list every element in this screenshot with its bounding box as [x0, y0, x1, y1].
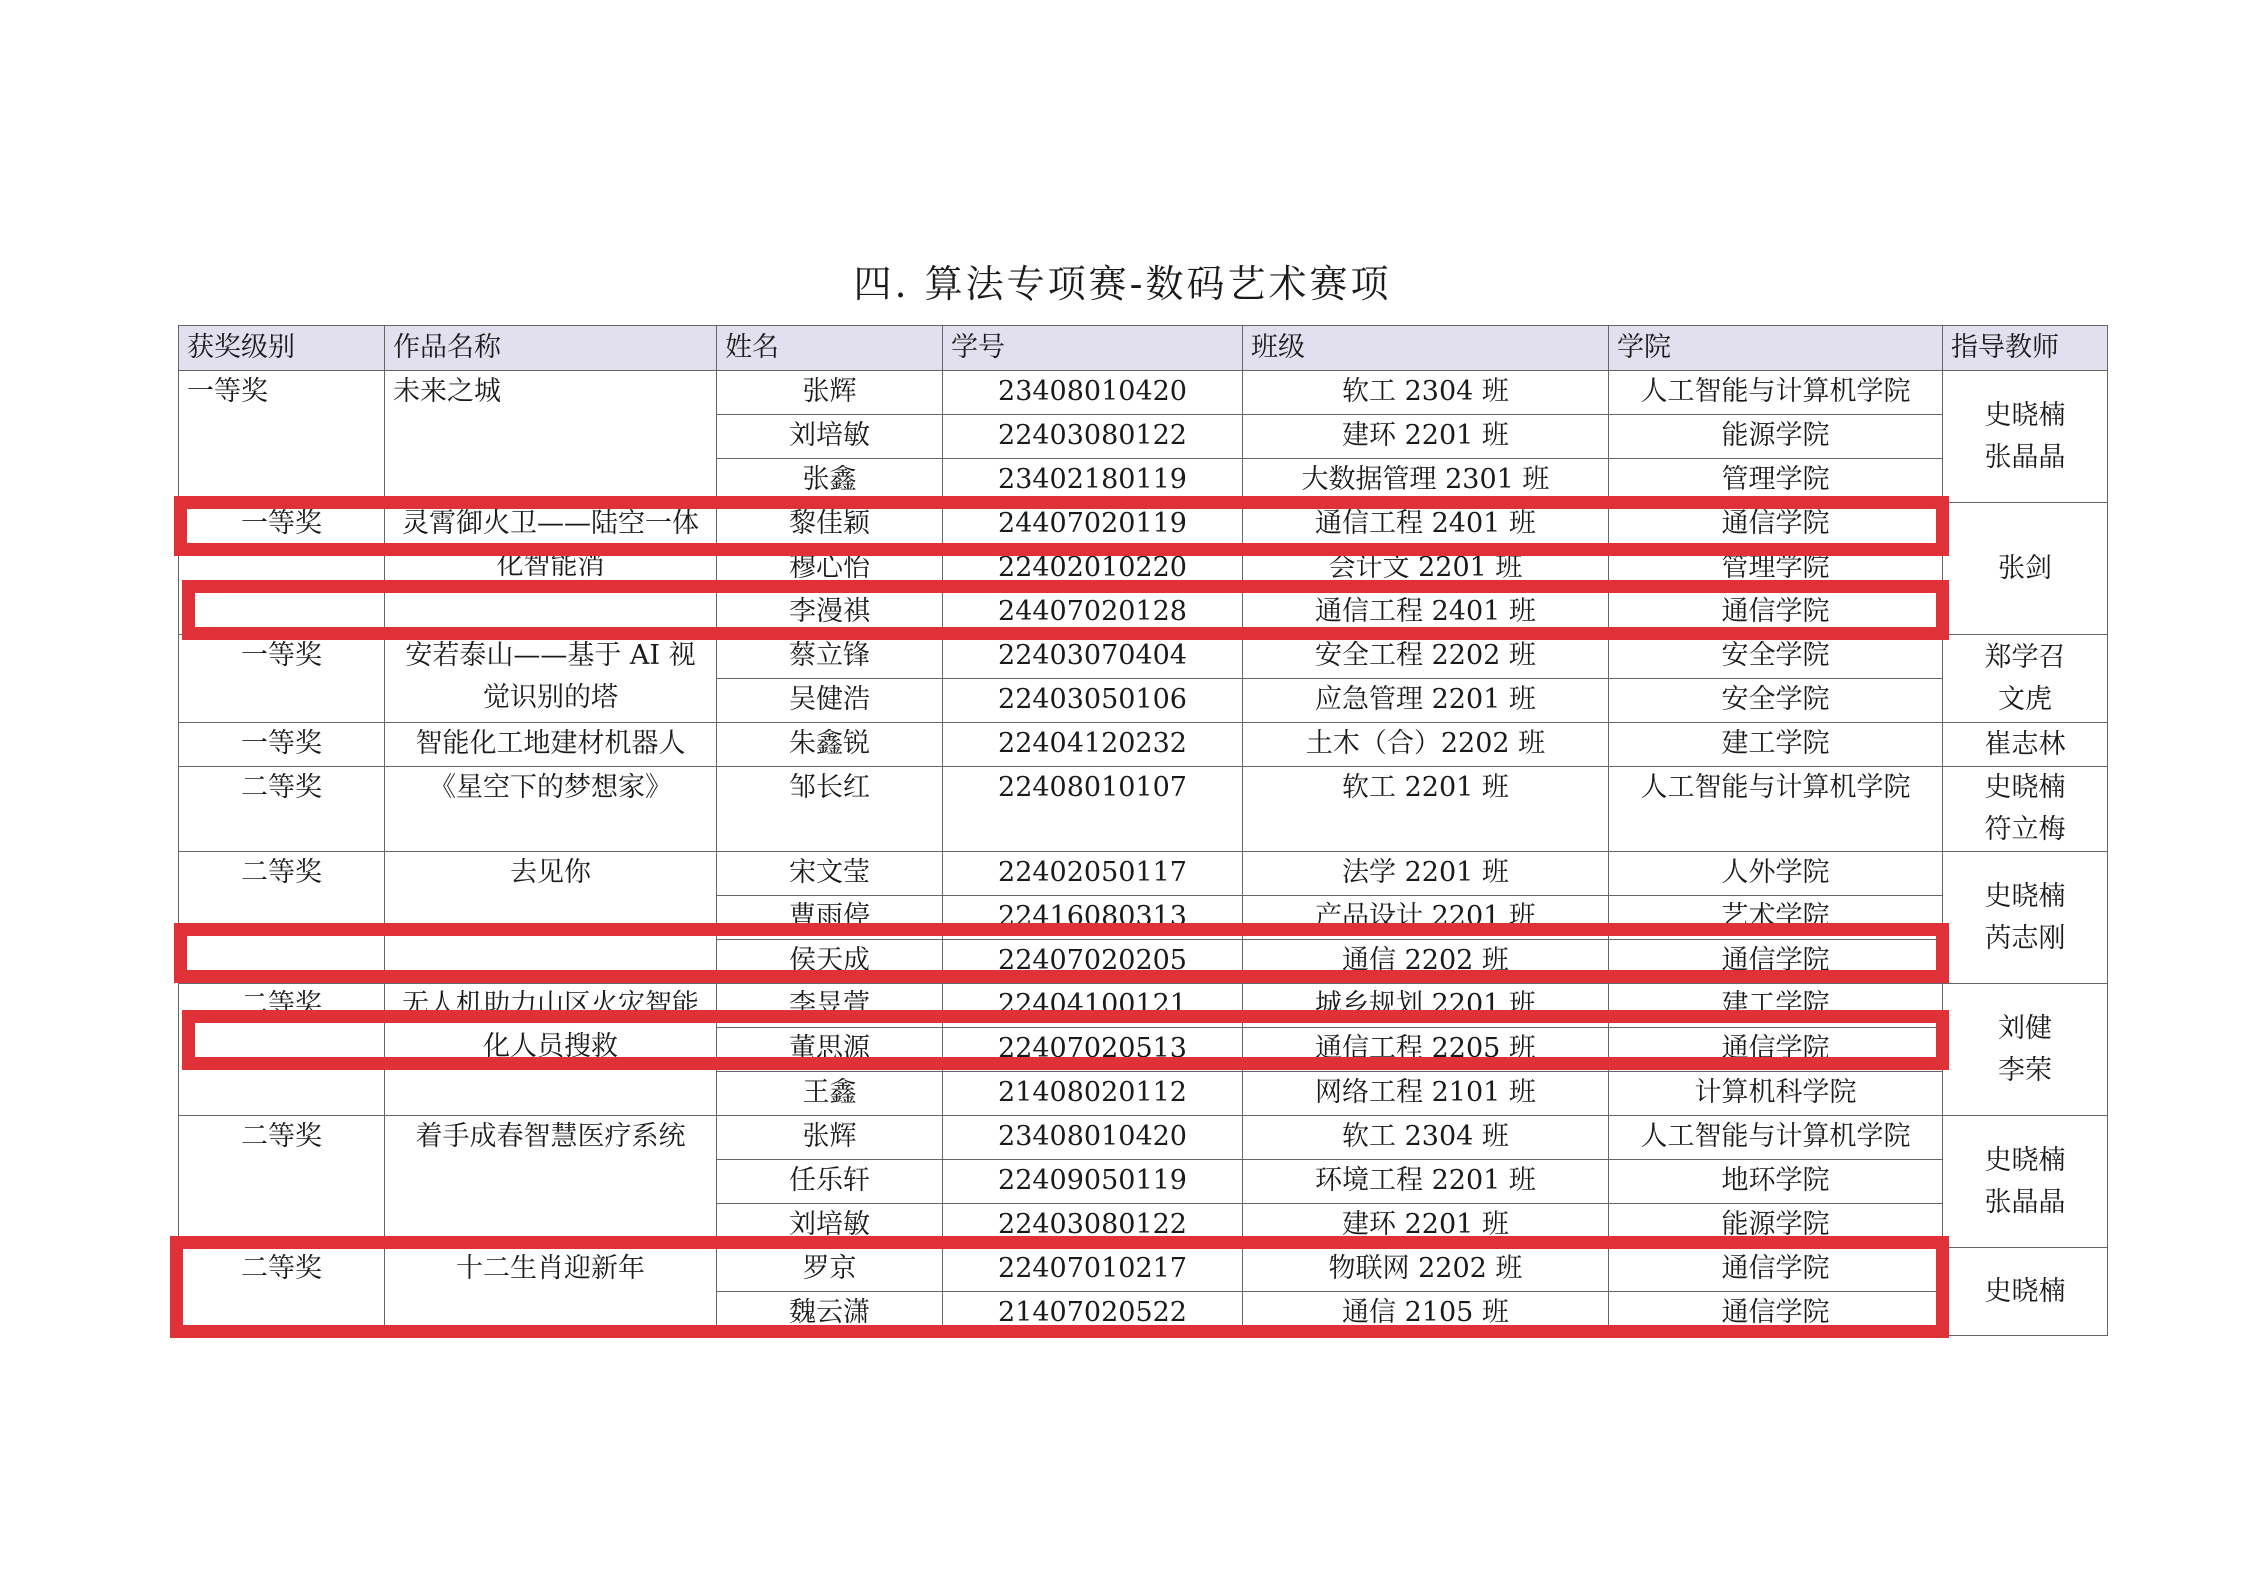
header-class: 班级 [1243, 326, 1609, 371]
instructor-names [1943, 371, 2108, 503]
college-name: 安全学院 [1609, 635, 1943, 679]
class-name: 环境工程 2201 班 [1243, 1160, 1609, 1204]
student-name: 朱鑫锐 [717, 723, 943, 767]
class-name: 安全工程 2202 班 [1243, 635, 1609, 679]
college-name: 计算机科学院 [1609, 1072, 1943, 1116]
table-row [179, 1116, 2108, 1160]
award-level: 二等奖 [179, 1248, 385, 1336]
college-name: 人工智能与计算机学院 [1609, 767, 1943, 852]
student-name: 吴健浩 [717, 679, 943, 723]
instructor-name: 史晓楠 [1984, 1144, 2066, 1176]
work-title: 未来之城 [385, 371, 717, 503]
table-row [179, 852, 2108, 896]
student-id: 22403080122 [943, 1204, 1243, 1248]
student-name: 宋文莹 [717, 852, 943, 896]
header-work: 作品名称 [385, 326, 717, 371]
class-name: 应急管理 2201 班 [1243, 679, 1609, 723]
award-level: 二等奖 [179, 767, 385, 852]
college-name: 能源学院 [1609, 415, 1943, 459]
student-name: 张辉 [717, 1116, 943, 1160]
award-level: 二等奖 [179, 852, 385, 984]
class-name: 物联网 2202 班 [1243, 1248, 1609, 1292]
award-level: 一等奖 [179, 635, 385, 723]
instructor-names [1943, 984, 2108, 1116]
student-id: 22407020205 [943, 940, 1243, 984]
awards-table [178, 325, 2108, 1336]
instructor-name: 刘健 [1998, 1012, 2052, 1044]
instructor-names [1943, 852, 2108, 984]
table-row [179, 503, 2108, 547]
instructor-name: 芮志刚 [1984, 922, 2066, 954]
instructor-name: 李荣 [1998, 1054, 2052, 1086]
class-name: 建环 2201 班 [1243, 1204, 1609, 1248]
instructor-names [1943, 1116, 2108, 1248]
awards-table-body [179, 371, 2108, 1336]
work-title: 安若泰山——基于 AI 视觉识别的塔 [385, 635, 717, 723]
college-name: 人工智能与计算机学院 [1609, 1116, 1943, 1160]
college-name: 能源学院 [1609, 1204, 1943, 1248]
instructor-names [1943, 503, 2108, 635]
class-name: 软工 2304 班 [1243, 371, 1609, 415]
student-name: 李昱萱 [717, 984, 943, 1028]
header-college: 学院 [1609, 326, 1943, 371]
class-name: 城乡规划 2201 班 [1243, 984, 1609, 1028]
class-name: 网络工程 2101 班 [1243, 1072, 1609, 1116]
class-name: 通信工程 2205 班 [1243, 1028, 1609, 1072]
student-id: 21408020112 [943, 1072, 1243, 1116]
student-name: 李漫祺 [717, 591, 943, 635]
table-row [179, 635, 2108, 679]
college-name: 艺术学院 [1609, 896, 1943, 940]
work-title: 着手成春智慧医疗系统 [385, 1116, 717, 1248]
college-name: 通信学院 [1609, 1028, 1943, 1072]
document-title: 四. 算法专项赛-数码艺术赛项 [853, 262, 1392, 306]
student-id: 22404120232 [943, 723, 1243, 767]
student-name: 张鑫 [717, 459, 943, 503]
class-name: 软工 2304 班 [1243, 1116, 1609, 1160]
student-id: 22403070404 [943, 635, 1243, 679]
student-name: 刘培敏 [717, 1204, 943, 1248]
table-row [179, 723, 2108, 767]
student-id: 22402010220 [943, 547, 1243, 591]
student-name: 蔡立锋 [717, 635, 943, 679]
table-row [179, 1248, 2108, 1292]
class-name: 建环 2201 班 [1243, 415, 1609, 459]
header-row [179, 326, 2108, 371]
student-id: 22416080313 [943, 896, 1243, 940]
work-title: 无人机助力山区火灾智能化人员搜救 [385, 984, 717, 1116]
class-name: 通信 2202 班 [1243, 940, 1609, 984]
award-level: 一等奖 [179, 371, 385, 503]
instructor-name: 符立梅 [1984, 814, 2066, 845]
student-name: 曹雨停 [717, 896, 943, 940]
table-row [179, 984, 2108, 1028]
class-name: 会计文 2201 班 [1243, 547, 1609, 591]
class-name: 大数据管理 2301 班 [1243, 459, 1609, 503]
student-name: 刘培敏 [717, 415, 943, 459]
college-name: 通信学院 [1609, 503, 1943, 547]
instructor-name: 史晓楠 [1984, 772, 2066, 803]
instructor-names [1943, 723, 2108, 767]
instructor-names [1943, 767, 2108, 852]
college-name: 安全学院 [1609, 679, 1943, 723]
student-name: 罗京 [717, 1248, 943, 1292]
table-row [179, 371, 2108, 415]
instructor-name: 张晶晶 [1984, 441, 2066, 473]
student-id: 22404100121 [943, 984, 1243, 1028]
student-name: 张辉 [717, 371, 943, 415]
student-id: 23402180119 [943, 459, 1243, 503]
class-name: 通信工程 2401 班 [1243, 591, 1609, 635]
college-name: 通信学院 [1609, 591, 1943, 635]
award-level: 一等奖 [179, 503, 385, 635]
college-name: 建工学院 [1609, 984, 1943, 1028]
college-name: 通信学院 [1609, 1248, 1943, 1292]
award-level: 一等奖 [179, 723, 385, 767]
student-id: 22409050119 [943, 1160, 1243, 1204]
student-name: 魏云潇 [717, 1292, 943, 1336]
instructor-name: 郑学召 [1984, 641, 2066, 673]
college-name: 管理学院 [1609, 459, 1943, 503]
class-name: 通信 2105 班 [1243, 1292, 1609, 1336]
work-title: 灵霄御火卫——陆空一体化智能消 [385, 503, 717, 635]
student-name: 董思源 [717, 1028, 943, 1072]
student-name: 穆心怡 [717, 547, 943, 591]
work-title: 去见你 [385, 852, 717, 984]
work-title: 智能化工地建材机器人 [385, 723, 717, 767]
student-name: 邹长红 [717, 767, 943, 852]
student-name: 王鑫 [717, 1072, 943, 1116]
instructor-name: 史晓楠 [1984, 1275, 2066, 1307]
student-name: 黎佳颖 [717, 503, 943, 547]
student-id: 22408010107 [943, 767, 1243, 852]
instructor-name: 史晓楠 [1984, 880, 2066, 912]
header-name: 姓名 [717, 326, 943, 371]
college-name: 通信学院 [1609, 1292, 1943, 1336]
college-name: 地环学院 [1609, 1160, 1943, 1204]
table-row [179, 767, 2108, 852]
award-level: 二等奖 [179, 1116, 385, 1248]
student-id: 22403080122 [943, 415, 1243, 459]
student-id: 22403050106 [943, 679, 1243, 723]
student-id: 21407020522 [943, 1292, 1243, 1336]
student-name: 侯天成 [717, 940, 943, 984]
college-name: 人外学院 [1609, 852, 1943, 896]
class-name: 软工 2201 班 [1243, 767, 1609, 852]
header-student-id: 学号 [943, 326, 1243, 371]
instructor-name: 文虎 [1998, 683, 2052, 715]
header-level: 获奖级别 [179, 326, 385, 371]
student-id: 23408010420 [943, 371, 1243, 415]
award-level: 二等奖 [179, 984, 385, 1116]
student-id: 24407020128 [943, 591, 1243, 635]
instructor-name: 崔志林 [1984, 728, 2066, 760]
header-teacher: 指导教师 [1943, 326, 2108, 371]
college-name: 管理学院 [1609, 547, 1943, 591]
instructor-names [1943, 635, 2108, 723]
instructor-name: 张剑 [1998, 552, 2052, 584]
work-title: 《星空下的梦想家》 [385, 767, 717, 852]
instructor-names [1943, 1248, 2108, 1336]
student-id: 22407010217 [943, 1248, 1243, 1292]
student-id: 24407020119 [943, 503, 1243, 547]
student-name: 任乐轩 [717, 1160, 943, 1204]
student-id: 22402050117 [943, 852, 1243, 896]
class-name: 产品设计 2201 班 [1243, 896, 1609, 940]
class-name: 法学 2201 班 [1243, 852, 1609, 896]
student-id: 22407020513 [943, 1028, 1243, 1072]
class-name: 土木（合）2202 班 [1243, 723, 1609, 767]
student-id: 23408010420 [943, 1116, 1243, 1160]
instructor-name: 史晓楠 [1984, 399, 2066, 431]
college-name: 建工学院 [1609, 723, 1943, 767]
college-name: 人工智能与计算机学院 [1609, 371, 1943, 415]
college-name: 通信学院 [1609, 940, 1943, 984]
instructor-name: 张晶晶 [1984, 1186, 2066, 1218]
class-name: 通信工程 2401 班 [1243, 503, 1609, 547]
work-title: 十二生肖迎新年 [385, 1248, 717, 1336]
